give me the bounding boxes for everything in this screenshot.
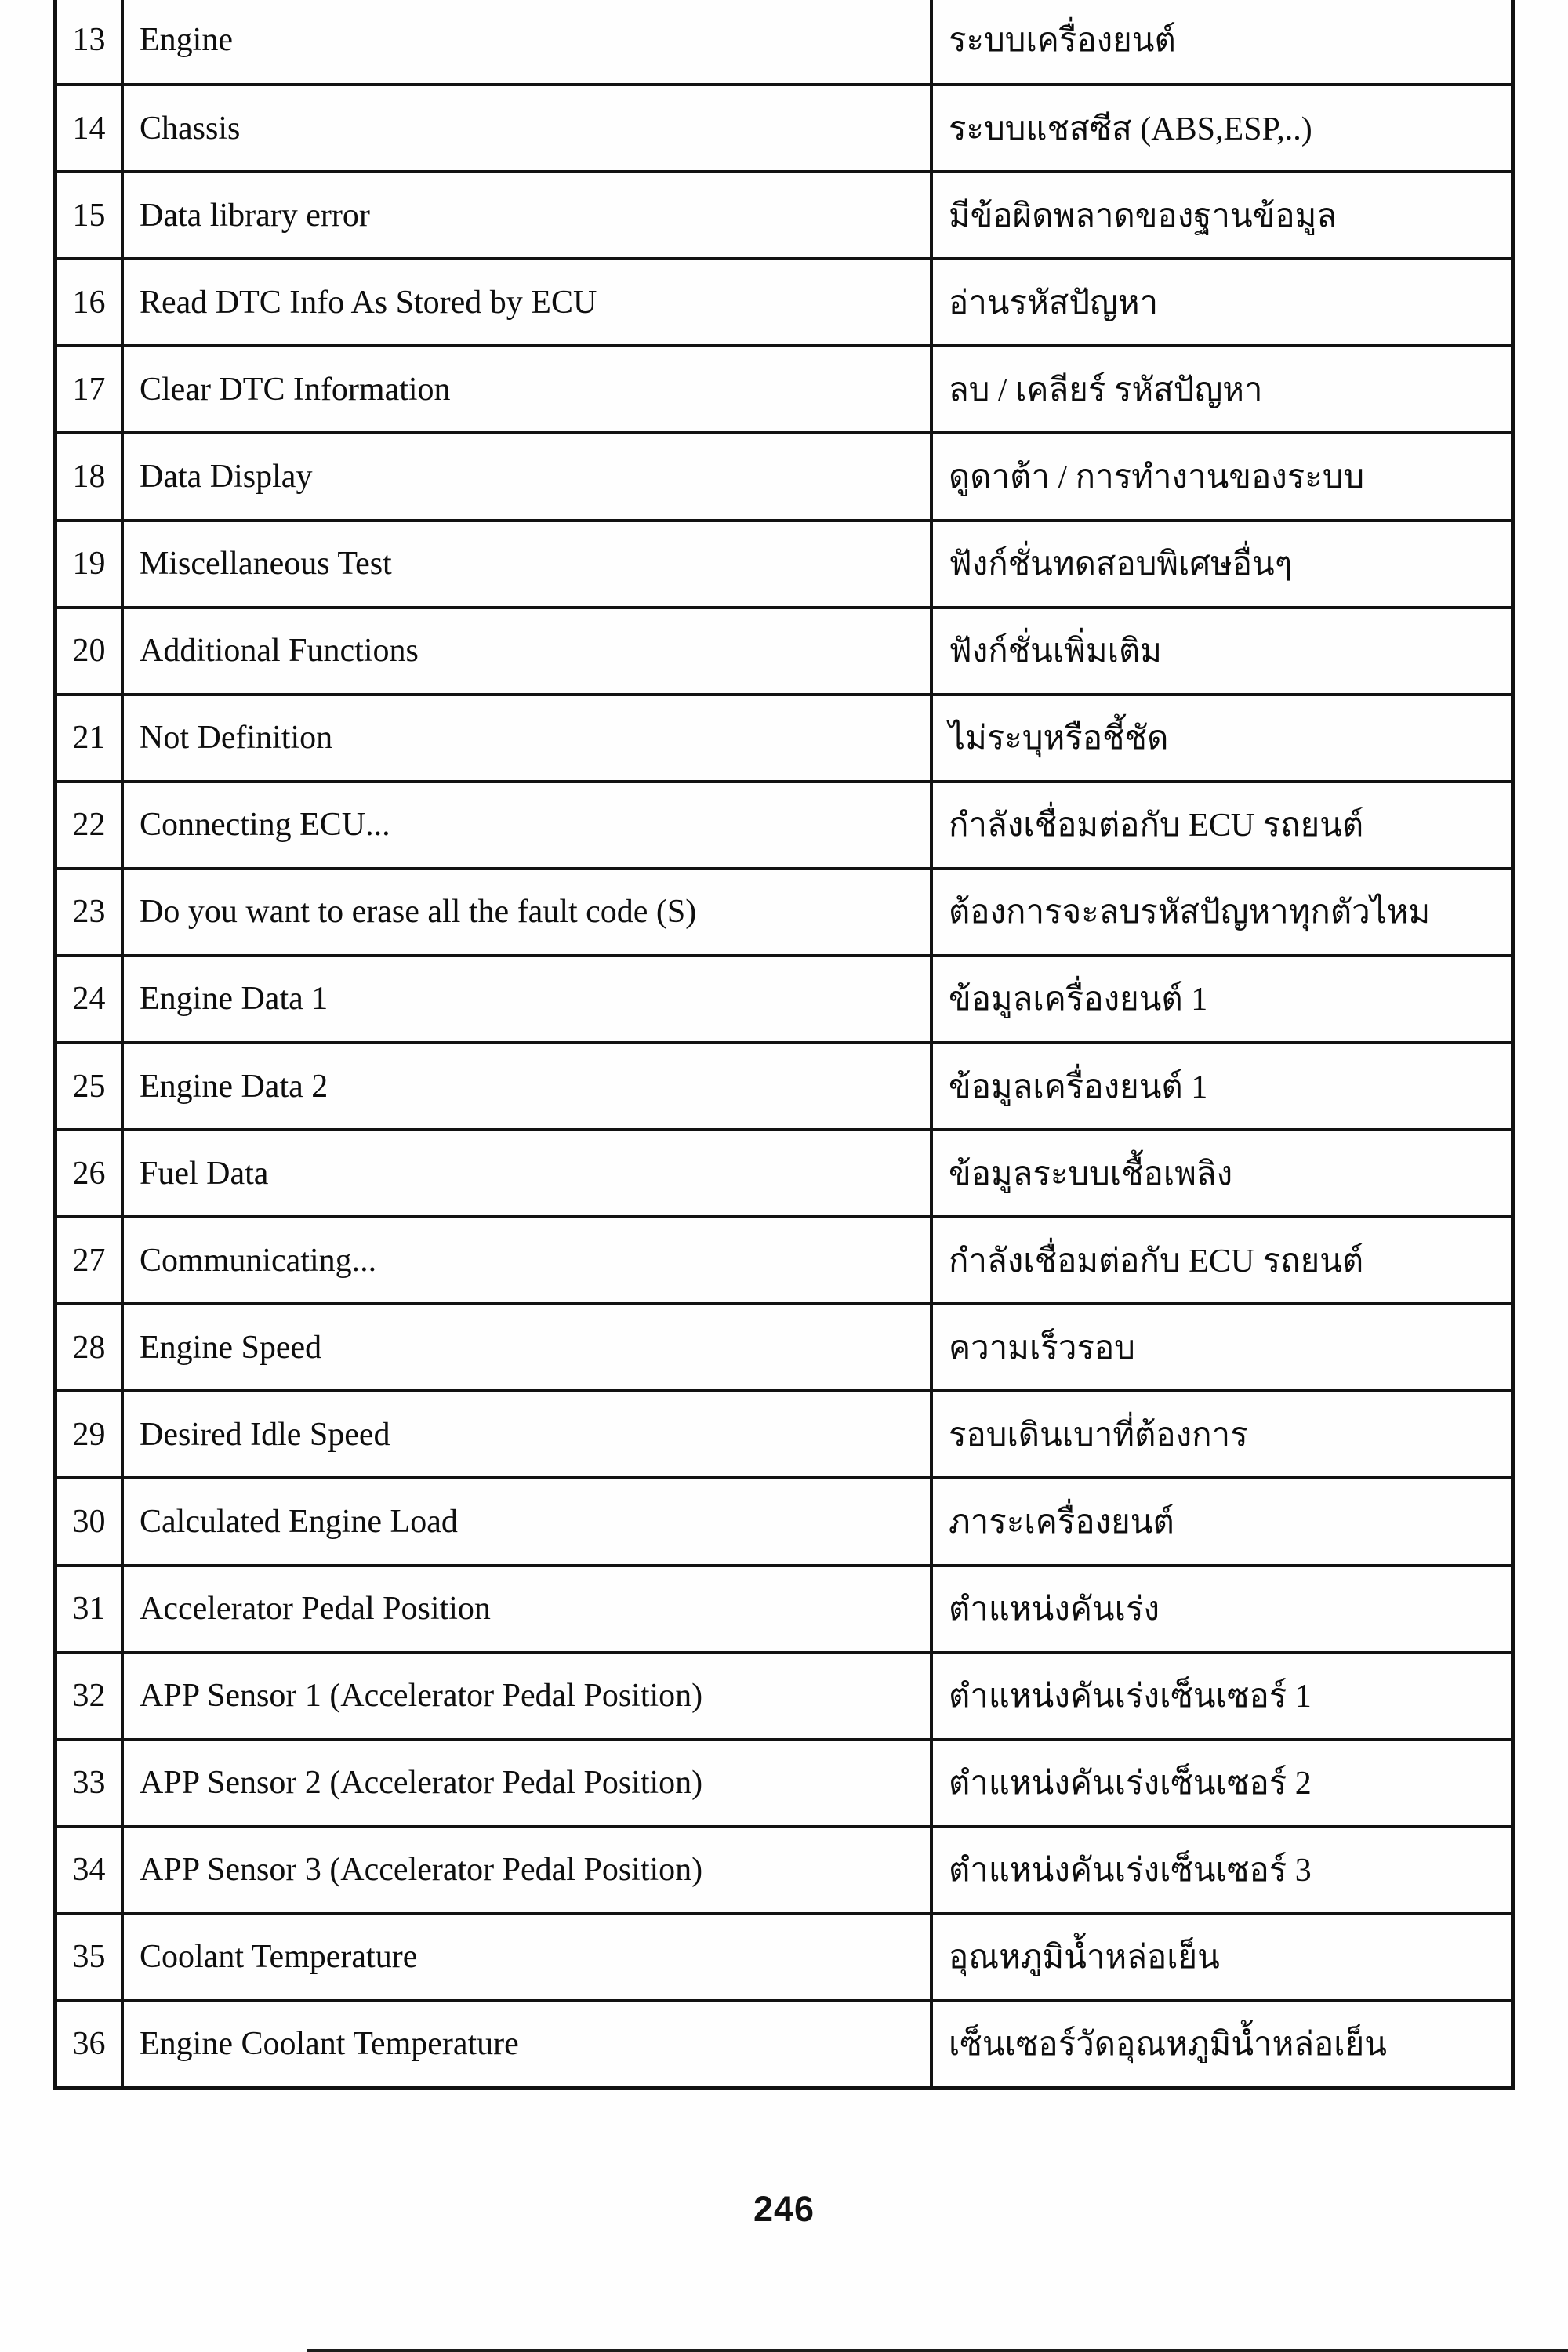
row-number-cell: 33	[57, 1741, 124, 1825]
table-row	[57, 1215, 1511, 1302]
row-number-cell: 13	[57, 0, 124, 83]
english-term-cell: Data library error	[124, 173, 933, 257]
table-row	[57, 0, 1511, 83]
table-row	[57, 1912, 1511, 1999]
english-term-cell: Not Definition	[124, 696, 933, 780]
table-row	[57, 1825, 1511, 1912]
row-number-cell: 28	[57, 1305, 124, 1389]
table-row	[57, 1476, 1511, 1563]
thai-translation-cell: ตำแหน่งคันเร่ง	[949, 1592, 1160, 1628]
table-row	[57, 954, 1511, 1041]
row-number-cell: 31	[57, 1567, 124, 1651]
english-term-cell: APP Sensor 1 (Accelerator Pedal Position)	[124, 1654, 933, 1738]
english-term-cell: Engine Coolant Temperature	[124, 2002, 933, 2086]
thai-translation-cell: เซ็นเซอร์วัดอุณหภูมิน้ำหล่อเย็น	[949, 2027, 1387, 2063]
table-row	[57, 1564, 1511, 1651]
thai-translation-cell: ตำแหน่งคันเร่งเซ็นเซอร์ 3	[949, 1853, 1312, 1889]
row-number-cell: 36	[57, 2002, 124, 2086]
table-row	[57, 1302, 1511, 1389]
english-term-cell: Clear DTC Information	[124, 347, 933, 431]
english-term-cell: Fuel Data	[124, 1131, 933, 1215]
row-number-cell: 22	[57, 783, 124, 867]
row-number-cell: 19	[57, 522, 124, 606]
thai-translation-cell: อ่านรหัสปัญหา	[949, 285, 1159, 321]
english-term-cell: Additional Functions	[124, 609, 933, 693]
thai-translation-cell: ไม่ระบุหรือชี้ชัด	[949, 720, 1169, 757]
row-number-cell: 25	[57, 1044, 124, 1128]
thai-translation-cell: ภาระเครื่องยนต์	[949, 1504, 1174, 1541]
english-term-cell: Calculated Engine Load	[124, 1479, 933, 1563]
table-row	[57, 780, 1511, 867]
row-number-cell: 27	[57, 1218, 124, 1302]
table-row	[57, 519, 1511, 606]
row-number-cell: 34	[57, 1828, 124, 1912]
english-term-cell: Engine Speed	[124, 1305, 933, 1389]
thai-translation-cell: ระบบแชสซีส (ABS,ESP,..)	[949, 111, 1312, 147]
thai-translation-cell: ฟังก์ชั่นทดสอบพิเศษอื่นๆ	[949, 546, 1293, 583]
thai-translation-cell: กำลังเชื่อมต่อกับ ECU รถยนต์	[949, 1243, 1364, 1279]
page-number: 246	[753, 2189, 815, 2229]
thai-translation-cell: ข้อมูลเครื่องยนต์ 1	[949, 982, 1208, 1018]
dtc-terms-table	[53, 0, 1515, 2090]
thai-translation-cell: ตำแหน่งคันเร่งเซ็นเซอร์ 1	[949, 1679, 1312, 1715]
table-row	[57, 693, 1511, 780]
row-number-cell: 32	[57, 1654, 124, 1738]
row-number-cell: 20	[57, 609, 124, 693]
english-term-cell: Read DTC Info As Stored by ECU	[124, 260, 933, 344]
row-number-cell: 30	[57, 1479, 124, 1563]
thai-translation-cell: อุณหภูมิน้ำหล่อเย็น	[949, 1940, 1220, 1976]
table-row	[57, 606, 1511, 693]
thai-translation-cell: ลบ / เคลียร์ รหัสปัญหา	[949, 372, 1263, 408]
english-term-cell: Engine	[124, 0, 933, 83]
row-number-cell: 29	[57, 1392, 124, 1476]
thai-translation-cell: มีข้อผิดพลาดของฐานข้อมูล	[949, 198, 1338, 234]
thai-translation-cell: รอบเดินเบาที่ต้องการ	[949, 1417, 1248, 1454]
english-term-cell: Data Display	[124, 434, 933, 518]
english-term-cell: Engine Data 2	[124, 1044, 933, 1128]
row-number-cell: 15	[57, 173, 124, 257]
english-term-cell: Miscellaneous Test	[124, 522, 933, 606]
row-number-cell: 21	[57, 696, 124, 780]
table-row	[57, 1738, 1511, 1825]
thai-translation-cell: กำลังเชื่อมต่อกับ ECU รถยนต์	[949, 808, 1364, 844]
english-term-cell: Accelerator Pedal Position	[124, 1567, 933, 1651]
row-number-cell: 16	[57, 260, 124, 344]
table-row	[57, 170, 1511, 257]
english-term-cell: Communicating...	[124, 1218, 933, 1302]
row-number-cell: 35	[57, 1915, 124, 1999]
english-term-cell: APP Sensor 3 (Accelerator Pedal Position)	[124, 1828, 933, 1912]
table-row	[57, 1041, 1511, 1128]
table-row	[57, 344, 1511, 431]
thai-translation-cell: ตำแหน่งคันเร่งเซ็นเซอร์ 2	[949, 1766, 1312, 1802]
table-row	[57, 1128, 1511, 1215]
thai-translation-cell: ความเร็วรอบ	[949, 1330, 1135, 1367]
row-number-cell: 14	[57, 86, 124, 170]
thai-translation-cell: ต้องการจะลบรหัสปัญหาทุกตัวไหม	[949, 895, 1431, 931]
english-term-cell: Coolant Temperature	[124, 1915, 933, 1999]
thai-translation-cell: ฟังก์ชั่นเพิ่มเติม	[949, 633, 1162, 670]
thai-translation-cell: ดูดาต้า / การทำงานของระบบ	[949, 459, 1365, 495]
english-term-cell: Desired Idle Speed	[124, 1392, 933, 1476]
english-term-cell: Connecting ECU...	[124, 783, 933, 867]
table-row	[57, 1999, 1511, 2086]
thai-translation-cell: ข้อมูลเครื่องยนต์ 1	[949, 1069, 1208, 1105]
english-term-cell: Engine Data 1	[124, 957, 933, 1041]
row-number-cell: 24	[57, 957, 124, 1041]
row-number-cell: 26	[57, 1131, 124, 1215]
table-row	[57, 1651, 1511, 1738]
english-term-cell: Chassis	[124, 86, 933, 170]
row-number-cell: 17	[57, 347, 124, 431]
table-row	[57, 257, 1511, 344]
table-row	[57, 1389, 1511, 1476]
english-term-cell: Do you want to erase all the fault code (S)	[124, 870, 933, 954]
thai-translation-cell: ระบบเครื่องยนต์	[949, 22, 1176, 59]
row-number-cell: 18	[57, 434, 124, 518]
row-number-cell: 23	[57, 870, 124, 954]
table-row	[57, 867, 1511, 954]
english-term-cell: APP Sensor 2 (Accelerator Pedal Position)	[124, 1741, 933, 1825]
scan-artifact-line	[307, 2349, 1568, 2352]
thai-translation-cell: ข้อมูลระบบเชื้อเพลิง	[949, 1156, 1233, 1192]
table-row	[57, 431, 1511, 518]
table-row	[57, 83, 1511, 170]
